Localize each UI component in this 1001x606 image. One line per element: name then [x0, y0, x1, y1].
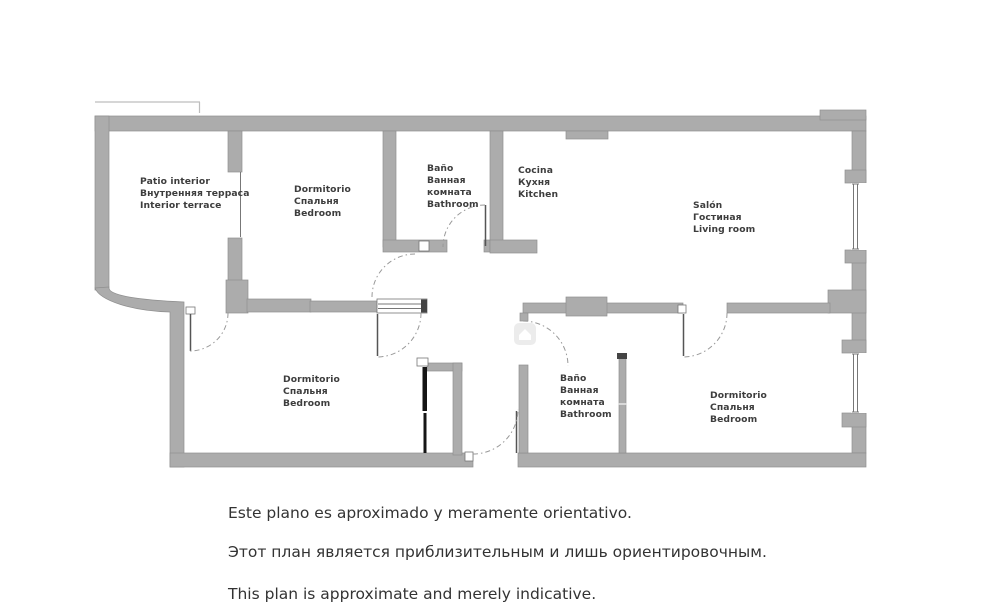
bathroom-bottom-partition: [619, 358, 626, 453]
room-label-line: Bedroom: [710, 414, 758, 425]
door-jambs: [186, 241, 686, 461]
rail-end-cap: [421, 300, 427, 313]
jamb-notch: [465, 452, 473, 461]
window-pier: [845, 170, 866, 183]
room-label-line: Спальня: [710, 402, 755, 413]
disclaimer-line-ru: Этот план является приблизительным и лишь ориентировочным.: [228, 543, 767, 561]
bathroom-top-bottom-wall: [383, 240, 447, 252]
kitchen-divider-wall: [490, 131, 503, 241]
room-label-line: Bedroom: [294, 208, 342, 219]
room-label-line: Baño: [427, 163, 454, 174]
room-label-line: Dormitorio: [710, 390, 767, 401]
bedroom-left-door-arc: [190, 313, 228, 351]
bottom-wall-left: [170, 453, 473, 467]
bathroom-bottom-left-stub: [520, 313, 528, 321]
room-label-line: Bathroom: [427, 199, 479, 210]
bottom-wall-right: [518, 453, 866, 467]
bedroom-right-door-arc: [683, 313, 727, 357]
wall-junction-block: [828, 290, 866, 313]
kitchen-bottom-wall: [490, 240, 537, 253]
room-label-bathroom-bottom: [560, 373, 612, 421]
jamb-notch: [186, 307, 195, 314]
top-wall: [95, 116, 866, 131]
patio-divider-upper: [228, 131, 242, 172]
patio-divider-lower: [228, 238, 242, 282]
mid-wall-left: [247, 299, 311, 312]
room-label-line: Bathroom: [560, 409, 612, 420]
mid-wall-left-2: [310, 301, 378, 312]
living-bottom-pillar: [566, 297, 607, 316]
room-label-living-room: [693, 200, 755, 236]
room-label-line: Bedroom: [283, 398, 331, 409]
curved-left-wall: [95, 287, 184, 467]
room-label-line: Dormitorio: [294, 184, 351, 195]
room-label-line: комната: [560, 397, 605, 408]
room-label-bedroom-right: [710, 390, 767, 426]
sliding-door-rail: [377, 299, 427, 313]
room-label-line: Interior terrace: [140, 200, 222, 211]
room-label-line: Спальня: [283, 386, 328, 397]
room-label-line: Patio interior: [140, 176, 210, 187]
entry-door-arc: [473, 409, 518, 454]
window-pier: [845, 250, 866, 263]
room-label-line: Cocina: [518, 165, 553, 176]
room-label-bathroom-top: [427, 163, 479, 211]
room-label-bedroom-left: [283, 374, 340, 410]
corridor-lower-door-arc: [377, 313, 421, 357]
top-wall-right-step: [820, 110, 866, 120]
partition-cap: [617, 353, 627, 359]
disclaimer-line-en: This plan is approximate and merely indicative.: [228, 585, 597, 603]
rail-frame: [377, 299, 427, 313]
room-label-kitchen: [518, 165, 558, 201]
jamb-notch: [678, 305, 686, 313]
room-label-line: Гостиная: [693, 212, 742, 223]
corridor-upper-door-arc: [372, 254, 415, 297]
room-label-line: Ванная: [560, 385, 599, 396]
room-label-line: Dormitorio: [283, 374, 340, 385]
closet-black-doors: [423, 367, 428, 453]
room-label-line: Kitchen: [518, 189, 559, 200]
neighbour-wall-fragment: [95, 102, 200, 113]
closet-door-panel: [423, 367, 428, 411]
room-label-line: Кухня: [518, 177, 551, 188]
room-label-bedroom-top: [294, 184, 351, 220]
top-wall-pillar: [566, 131, 608, 139]
disclaimer-line-es: Este plano es aproximado y meramente orientativo.: [228, 504, 632, 522]
bathroom-top-left-wall: [383, 131, 396, 247]
bathroom-bottom-left-wall: [519, 365, 528, 453]
jamb-notch: [417, 358, 428, 366]
living-bottom-wall-2: [727, 303, 830, 313]
room-label-line: Спальня: [294, 196, 339, 207]
room-label-patio: [140, 176, 250, 212]
room-label-line: Living room: [693, 224, 756, 235]
window-pier: [842, 413, 866, 427]
room-label-line: Baño: [560, 373, 587, 384]
jamb-notch: [419, 241, 429, 251]
closet-right-wall: [453, 363, 462, 455]
patio-divider-foot-block: [226, 280, 248, 313]
room-label-line: Ванная: [427, 175, 466, 186]
bathroom-top-door-arc: [443, 205, 485, 247]
left-wall: [95, 116, 109, 290]
watermark: [514, 323, 536, 345]
room-label-line: комната: [427, 187, 472, 198]
closet-door-panel: [424, 413, 427, 453]
room-label-line: Salón: [693, 200, 723, 211]
window-pier: [842, 340, 866, 353]
room-label-line: Внутренняя терраса: [140, 188, 250, 199]
